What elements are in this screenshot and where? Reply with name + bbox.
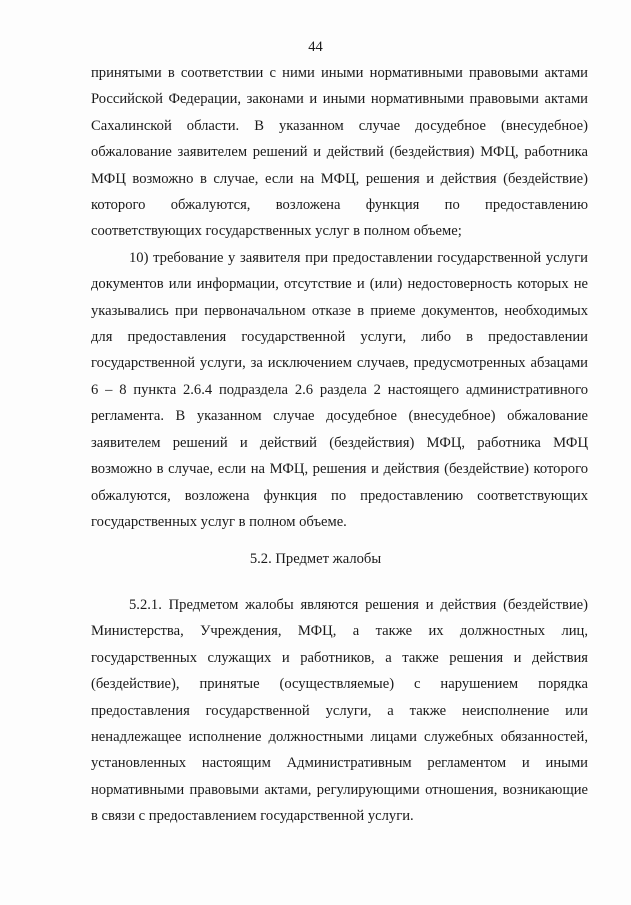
paragraph-5-2-1: 5.2.1. Предметом жалобы являются решения и действия (бездействие) Министерства, Учреждения, МФЦ, а также их должностных лиц, государственных служащих и работников, а также решения и действия (бездействие), принятые (осуществляемые) с нарушением порядка предоставления государственной услуги, а также неисполнение или ненадлежащее исполнение должностными лицами служебных обязанностей, установленных настоящим Административным регламентом и иными нормативными правовыми актами, регулирующими отношения, возникающие в связи с предоставлением государственной услуги. xyxy=(91,597,588,825)
page-number: 44 xyxy=(308,39,323,55)
section-heading: 5.2. Предмет жалобы xyxy=(249,551,382,567)
text-block-bottom xyxy=(91,592,588,830)
paragraph-item-10: 10) требование у заявителя при предоставлении государственной услуги документов или информации, отсутствие и (или) недостоверность которых не указывались при первоначальном отказе в приеме документов, необходимых для предоставления государственной услуги, либо в предоставлении государственной услуги, за исключением случаев, предусмотренных абзацами 6 – 8 пункта 2.6.4 подраздела 2.6 раздела 2 настоящего административного регламента. В указанном случае досудебное (внесудебное) обжалование заявителем решений и действий (бездействия) МФЦ, работника МФЦ возможно в случае, если на МФЦ, решения и действия (бездействие) которого обжалуются, возложена функция по предоставлению соответствующих государственных услуг в полном объеме. xyxy=(91,249,588,530)
text-block-top xyxy=(91,60,588,535)
paragraph-continuation: принятыми в соответствии с ними иными нормативными правовыми актами Российской Федерации, законами и иными нормативными правовыми актами Сахалинской области. В указанном случае досудебное (внесудебное) обжалование заявителем решений и действий (бездействия) МФЦ, работника МФЦ возможно в случае, если на МФЦ, решения и действия (бездействие) которого обжалуются, возложена функция по предоставлению соответствующих государственных услуг в полном объеме; xyxy=(91,65,588,240)
